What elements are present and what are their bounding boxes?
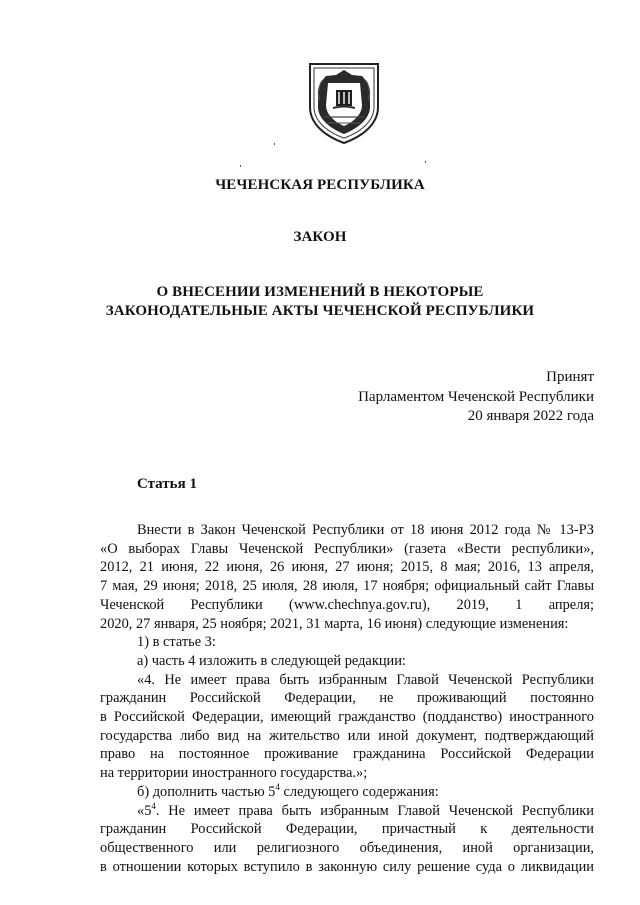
list-item: а) часть 4 изложить в следующей редакции: <box>137 652 406 669</box>
text-span: б) дополнить частью 5 <box>137 783 276 800</box>
text-span: . Не имеет права быть избранным Главой Чеченской Республики <box>155 802 594 819</box>
document-type: ЗАКОН <box>293 229 347 245</box>
list-item: 1) в статье 3: <box>137 634 216 651</box>
article-body <box>100 521 594 876</box>
text-line: государства либо вид на жительство или иной документ, подтверждающий <box>100 727 594 744</box>
scan-speck <box>274 143 275 145</box>
text-line: гражданин Российской Федерации, причастный к деятельности <box>100 821 594 838</box>
text-span: «5 <box>137 802 152 819</box>
text-line: в Российской Федерации, имеющий гражданство (подданство) иностранного <box>100 709 594 726</box>
text-line: Чеченской Республики (www.chechnya.gov.ru), 2019, 1 апреля; <box>100 596 594 613</box>
text-line: 2020, 27 января, 25 ноября; 2021, 31 марта, 16 июня) следующие изменения: <box>100 615 569 632</box>
text-line: 7 мая, 29 июня; 2018, 25 июля, 28 июля, 17 ноября; официальный сайт Главы <box>100 578 594 595</box>
text-line: в отношении которых вступило в законную силу решение суда о ликвидации <box>100 858 594 875</box>
text-line: на территории иностранного государства.»; <box>100 765 368 782</box>
adopted-by: Парламентом Чеченской Республики <box>358 388 594 405</box>
text-span: следующего содержания: <box>279 783 439 800</box>
adoption-block <box>358 368 594 427</box>
superscript: 4 <box>151 800 156 811</box>
list-item <box>100 783 594 802</box>
coat-of-arms-emblem <box>306 61 382 145</box>
text-line: «О выборах Главы Чеченской Республики» (газета «Вести республики», <box>100 540 594 557</box>
superscript: 4 <box>275 781 280 792</box>
article-heading: Статья 1 <box>137 476 197 492</box>
text-line: 2012, 21 июня, 22 июня, 26 июня, 27 июня; 2015, 8 мая; 2016, 13 апреля, <box>100 559 594 576</box>
scan-speck <box>425 161 426 163</box>
coat-of-arms-icon <box>306 61 382 145</box>
adopted-date: 20 января 2022 года <box>467 408 594 424</box>
text-line: «4. Не имеет права быть избранным Главой Чеченской Республики <box>137 671 594 688</box>
law-title-line: О ВНЕСЕНИИ ИЗМЕНЕНИЙ В НЕКОТОРЫЕ <box>156 284 484 300</box>
law-title <box>0 283 640 321</box>
text-line: право на постоянное проживание гражданина Российской Федерации <box>100 746 594 763</box>
text-line <box>100 802 594 821</box>
text-line: гражданин Российской Федерации, не проживающий постоянно <box>100 690 594 707</box>
text-line: общественного или религиозного объединения, иной организации, <box>100 839 594 856</box>
republic-title: ЧЕЧЕНСКАЯ РЕСПУБЛИКА <box>215 177 425 193</box>
law-title-line: ЗАКОНОДАТЕЛЬНЫЕ АКТЫ ЧЕЧЕНСКОЙ РЕСПУБЛИКИ <box>105 303 535 319</box>
text-line: Внести в Закон Чеченской Республики от 18 июня 2012 года № 13-РЗ <box>137 522 594 538</box>
scan-speck <box>240 165 241 167</box>
adopted-label: Принят <box>546 369 594 385</box>
